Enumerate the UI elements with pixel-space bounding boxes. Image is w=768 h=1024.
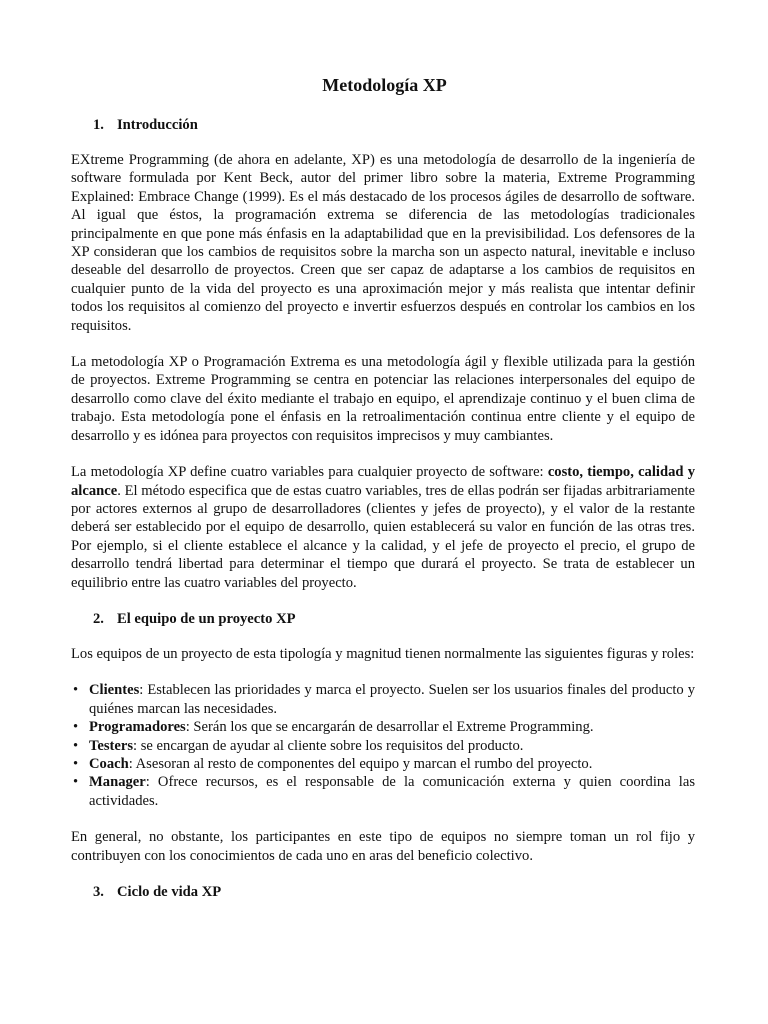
list-item bbox=[71, 718, 695, 736]
paragraph-text: La metodología XP define cuatro variables para cualquier proyecto de software: bbox=[71, 464, 548, 481]
role-name: Programadores bbox=[89, 719, 186, 736]
document-title: Metodología XP bbox=[322, 75, 447, 95]
section-title: Introducción bbox=[117, 117, 198, 133]
list-item bbox=[71, 755, 695, 773]
section-number: 2. bbox=[93, 610, 104, 627]
role-description: : Asesoran al resto de componentes del equipo y marcan el rumbo del proyecto. bbox=[128, 755, 593, 772]
intro-paragraph-3 bbox=[71, 463, 695, 592]
team-lead-paragraph: Los equipos de un proyecto de esta tipología y magnitud tienen normalmente las siguientes figuras y roles: bbox=[71, 645, 695, 662]
role-description: : Ofrece recursos, es el responsable de la comunicación externa y quien coordina las actividades. bbox=[89, 774, 695, 809]
role-name: Testers bbox=[89, 737, 134, 754]
team-closing-paragraph: En general, no obstante, los participantes en este tipo de equipos no siempre toman un rol fijo y contribuyen con los conocimientos de cada uno en aras del beneficio colectivo. bbox=[71, 829, 695, 864]
list-item bbox=[71, 681, 695, 718]
section-number: 3. bbox=[93, 884, 104, 900]
section-heading-introduccion bbox=[71, 116, 695, 134]
role-name: Manager bbox=[89, 774, 146, 791]
role-description: : Establecen las prioridades y marca el proyecto. Suelen ser los usuarios finales del producto y quiénes marcan las necesidades. bbox=[89, 682, 695, 717]
role-name: Clientes bbox=[89, 682, 140, 699]
section-title: Ciclo de vida XP bbox=[117, 884, 222, 900]
list-item bbox=[71, 773, 695, 810]
roles-list bbox=[71, 681, 695, 810]
paragraph-text: . El método especifica que de estas cuatro variables, tres de ellas podrán ser fijadas arbitrariamente por actores externos al grupo de desarrolladores (clientes y jefes de proyecto), y el valor de la restante deberá ser establecido por el equipo de desarrollo, quien establecerá su valor en función de las otras tres. Por ejemplo, si el cliente establece el alcance y la calidad, y el jefe de proyecto el precio, el grupo de desarrollo tendrá libertad para determinar el tiempo que durará el proyecto. Se trata de establecer un equilibrio entre las cuatro variables del proyecto. bbox=[71, 482, 695, 591]
section-heading-ciclo-de-vida bbox=[71, 883, 695, 901]
role-description: : se encargan de ayudar al cliente sobre los requisitos del producto. bbox=[133, 737, 524, 754]
role-description: : Serán los que se encargarán de desarrollar el Extreme Programming. bbox=[185, 719, 594, 736]
role-name: Coach bbox=[89, 755, 129, 772]
intro-paragraph-1: EXtreme Programming (de ahora en adelante, XP) es una metodología de desarrollo de la ingeniería de software formulada por Kent Beck, autor del primer libro sobre la materia, Extreme Programming Explained: Embrace Change (1999). Es el más destacado de los procesos ágiles de desarrollo de software. Al igual que éstos, la programación extrema se diferencia de las metodologías tradicionales principalmente en que pone más énfasis en la adaptabilidad que en la previsibilidad. Los defensores de la XP consideran que los cambios de requisitos sobre la marcha son un aspecto natural, inevitable e incluso deseable del desarrollo de proyectos. Creen que ser capaz de adaptarse a los cambios de requisitos en cualquier punto de la vida del proyecto es una aproximación mejor y más realista que intentar definir todos los requisitos al comienzo del proyecto e invertir esfuerzos después en controlar los cambios en los requisitos. bbox=[71, 152, 695, 334]
section-heading-equipo bbox=[71, 610, 695, 628]
list-item bbox=[71, 737, 695, 755]
variables-bold-text: costo, tiempo, calidad y alcance bbox=[71, 464, 695, 499]
section-number: 1. bbox=[93, 117, 104, 133]
intro-paragraph-2: La metodología XP o Programación Extrema es una metodología ágil y flexible utilizada para la gestión de proyectos. Extreme Programming se centra en potenciar las relaciones interpersonales del equipo de desarrollo como clave del éxito mediante el trabajo en equipo, el aprendizaje continuo y el buen clima de trabajo. Esta metodología pone el énfasis en la retroalimentación continua entre cliente y el equipo de desarrollo y es idónea para proyectos con requisitos imprecisos y muy cambiantes. bbox=[71, 354, 695, 444]
section-title: El equipo de un proyecto XP bbox=[117, 610, 296, 627]
